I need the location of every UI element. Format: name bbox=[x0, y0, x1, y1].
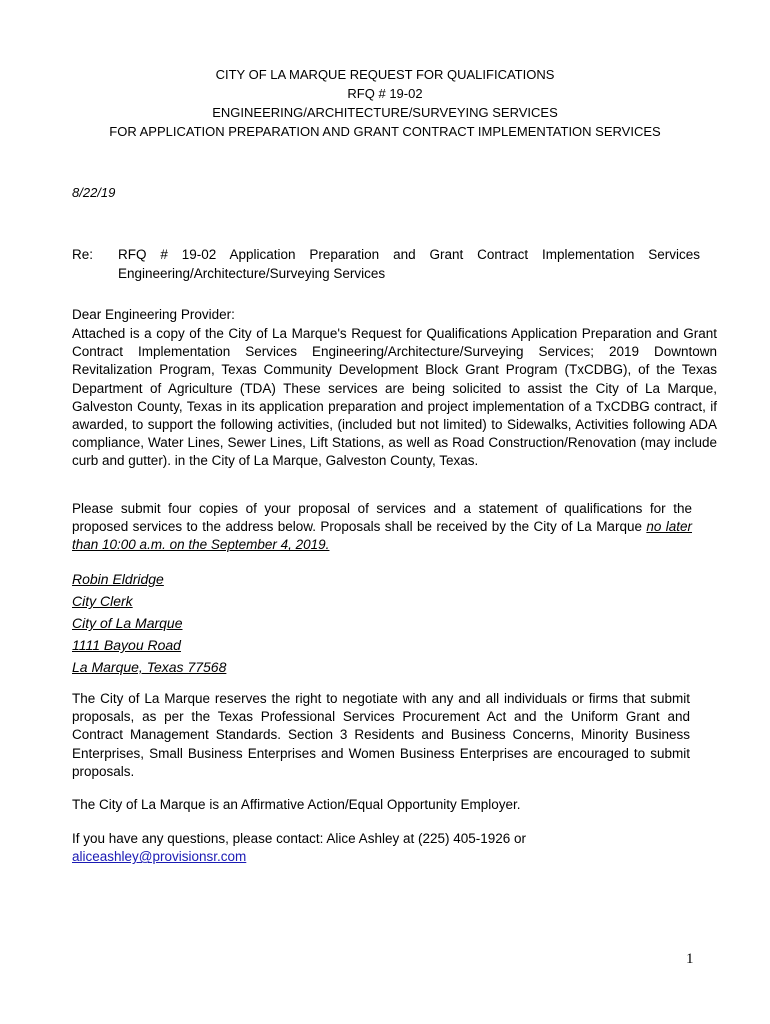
paragraph-rights: The City of La Marque reserves the right to negotiate with any and all individuals or firms that submit proposals, as per the Texas Professional Services Procurement Act and the Uniform Grant and Contract Management Standards. Section 3 Residents and Business Concerns, Minority Business Enterprises, Small Business Enterprises and Women Business Enterprises are encouraged to submit proposals. bbox=[72, 691, 690, 779]
document-header bbox=[0, 65, 770, 141]
address-title: City Clerk bbox=[72, 593, 133, 609]
header-line-4: FOR APPLICATION PREPARATION AND GRANT CONTRACT IMPLEMENTATION SERVICES bbox=[109, 124, 661, 139]
letter-date: 8/22/19 bbox=[72, 185, 116, 200]
contact-email-link[interactable]: aliceashley@provisionsr.com bbox=[72, 849, 247, 865]
address-name: Robin Eldridge bbox=[72, 571, 164, 587]
header-line-1: CITY OF LA MARQUE REQUEST FOR QUALIFICATIONS bbox=[215, 67, 555, 82]
address-org: City of La Marque bbox=[72, 615, 183, 631]
paragraph-eeo: The City of La Marque is an Affirmative Action/Equal Opportunity Employer. bbox=[72, 797, 521, 812]
salutation: Dear Engineering Provider: bbox=[72, 307, 235, 322]
paragraph-submission bbox=[72, 500, 692, 555]
address-street: 1111 Bayou Road bbox=[72, 637, 181, 653]
header-line-2: RFQ # 19-02 bbox=[347, 86, 423, 101]
re-text: RFQ # 19-02 Application Preparation and Grant Contract Implementation Services Engineering/Architecture/Surveying Services bbox=[118, 247, 700, 281]
mailing-address bbox=[72, 568, 226, 678]
header-line-3: ENGINEERING/ARCHITECTURE/SURVEYING SERVICES bbox=[212, 105, 558, 120]
paragraph-intro: Attached is a copy of the City of La Marque's Request for Qualifications Application Preparation and Grant Contract Implementation Services Engineering/Architecture/Surveying Services; 2019 Downtown Revitalization Program, Texas Community Development Block Grant Program (TxCDBG), of the Texas Department of Agriculture (TDA) These services are being solicited to assist the City of La Marque, Galveston County, Texas in its application preparation and project implementation of a TxCDBG contract, if awarded, to support the following activities, (included but not limited) to Sidewalks, Activities following ADA compliance, Water Lines, Sewer Lines, Lift Stations, as well as Road Construction/Renovation (may include curb and gutter). in the City of La Marque, Galveston County, Texas. bbox=[72, 326, 717, 469]
re-line bbox=[72, 246, 700, 283]
contact-text: If you have any questions, please contact: Alice Ashley at (225) 405-1926 or bbox=[72, 831, 527, 846]
page-number: 1 bbox=[686, 951, 694, 967]
paragraph-contact bbox=[72, 830, 690, 866]
re-label: Re: bbox=[72, 247, 94, 262]
address-city: La Marque, Texas 77568 bbox=[72, 659, 227, 675]
submission-deadline: no later than 10:00 a.m. on the September 4, 2019. bbox=[72, 519, 692, 553]
submission-text: Please submit four copies of your proposal of services and a statement of qualifications for the proposed services to the address below. Proposals shall be received by the City of La Marque bbox=[72, 501, 692, 535]
